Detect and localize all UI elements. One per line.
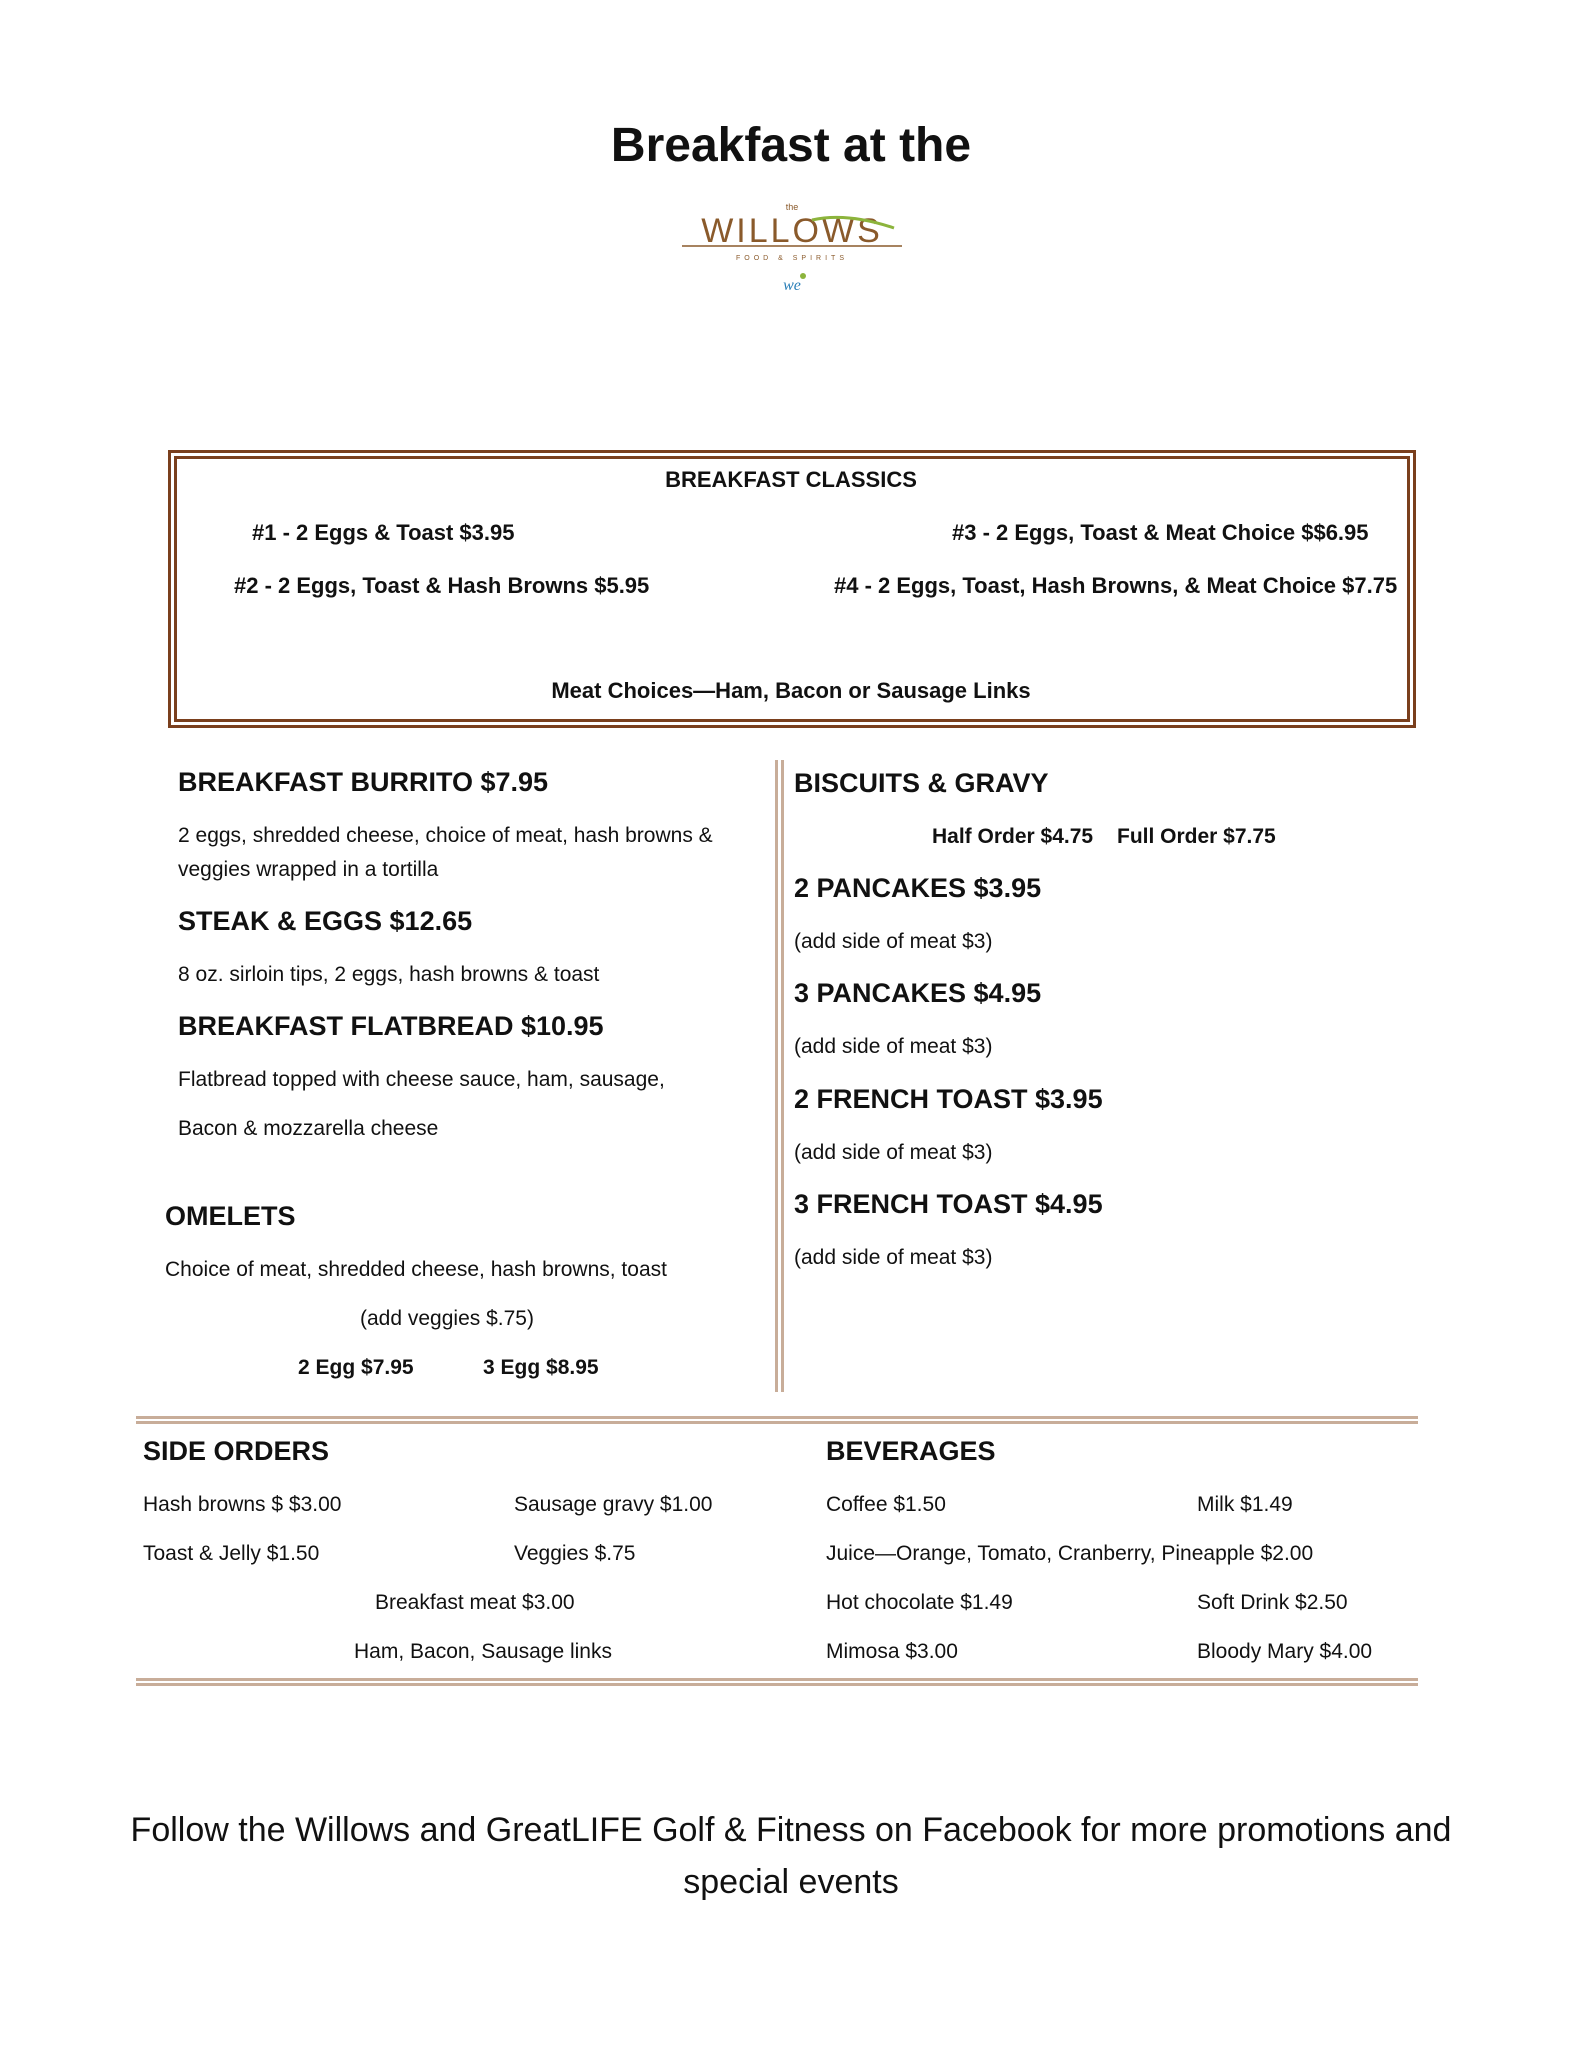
classics-item-3: #3 - 2 Eggs, Toast & Meat Choice $$6.95 [952,520,1369,545]
side-breakfast-meat: Breakfast meat $3.00 [375,1591,575,1614]
footer-line-1: Follow the Willows and GreatLIFE Golf & Fitness on Facebook for more promotions and [130,1811,1452,1849]
section-rule-top [136,1416,1418,1424]
french-toast3-title: 3 FRENCH TOAST $4.95 [794,1189,1103,1219]
footer-promo [80,1804,1502,1908]
beverage-milk: Milk $1.49 [1197,1493,1293,1516]
steak-desc: 8 oz. sirloin tips, 2 eggs, hash browns & toast [178,963,600,986]
pancakes2-title: 2 PANCAKES $3.95 [794,873,1042,903]
flatbread-desc-2: Bacon & mozzarella cheese [178,1117,439,1140]
burrito-title: BREAKFAST BURRITO $7.95 [178,767,549,797]
classics-meat-choices: Meat Choices—Ham, Bacon or Sausage Links [551,678,1031,703]
side-toast-jelly: Toast & Jelly $1.50 [143,1542,320,1565]
willows-logo [672,200,912,300]
french-toast2-note: (add side of meat $3) [794,1141,993,1164]
biscuits-full-price: Full Order $7.75 [1117,825,1276,848]
classics-item-2: #2 - 2 Eggs, Toast & Hash Browns $5.95 [234,573,650,598]
footer-line-2: special events [683,1863,899,1901]
beverages-title: BEVERAGES [826,1436,996,1466]
logo-mark-text: we [783,277,801,294]
flatbread-desc-1: Flatbread topped with cheese sauce, ham, sausage, [178,1068,665,1091]
column-divider [775,760,784,1392]
side-hash-browns: Hash browns $ $3.00 [143,1493,342,1516]
section-rule-bottom [136,1678,1418,1686]
side-sausage-gravy: Sausage gravy $1.00 [514,1493,713,1516]
french-toast3-note: (add side of meat $3) [794,1246,993,1269]
pancakes3-title: 3 PANCAKES $4.95 [794,978,1042,1008]
flatbread-title: BREAKFAST FLATBREAD $10.95 [178,1011,604,1041]
logo-the-text: the [785,202,799,212]
logo-name-text: WILLOWS [701,212,883,250]
classics-heading: BREAKFAST CLASSICS [665,467,917,492]
omelets-title: OMELETS [165,1201,296,1231]
pancakes2-note: (add side of meat $3) [794,930,993,953]
beverage-coffee: Coffee $1.50 [826,1493,946,1516]
burrito-desc-1: 2 eggs, shredded cheese, choice of meat, hash browns & [178,824,713,847]
french-toast2-title: 2 FRENCH TOAST $3.95 [794,1084,1103,1114]
omelet-2egg-price: 2 Egg $7.95 [298,1356,414,1379]
beverage-juice: Juice—Orange, Tomato, Cranberry, Pineapple $2.00 [826,1542,1314,1565]
classics-item-4: #4 - 2 Eggs, Toast, Hash Browns, & Meat Choice $7.75 [834,573,1398,598]
beverage-soft-drink: Soft Drink $2.50 [1197,1591,1348,1614]
willows-logo-graphic [672,200,912,300]
side-meat-types: Ham, Bacon, Sausage links [354,1640,612,1663]
beverage-hot-chocolate: Hot chocolate $1.49 [826,1591,1013,1614]
side-orders-title: SIDE ORDERS [143,1436,330,1466]
logo-sub-text: FOOD & SPIRITS [735,255,849,262]
omelet-3egg-price: 3 Egg $8.95 [483,1356,599,1379]
beverage-mimosa: Mimosa $3.00 [826,1640,958,1663]
pancakes3-note: (add side of meat $3) [794,1035,993,1058]
biscuits-half-price: Half Order $4.75 [932,825,1094,848]
biscuits-title: BISCUITS & GRAVY [794,768,1049,798]
omelets-desc: Choice of meat, shredded cheese, hash browns, toast [165,1258,667,1281]
beverage-bloody-mary: Bloody Mary $4.00 [1197,1640,1373,1663]
steak-title: STEAK & EGGS $12.65 [178,906,473,936]
classics-item-1: #1 - 2 Eggs & Toast $3.95 [252,520,515,545]
burrito-desc-2: veggies wrapped in a tortilla [178,858,439,881]
side-veggies: Veggies $.75 [514,1542,636,1565]
omelets-veggies: (add veggies $.75) [360,1307,534,1330]
page-title: Breakfast at the [610,119,972,172]
logo-mark-dot [800,273,806,279]
